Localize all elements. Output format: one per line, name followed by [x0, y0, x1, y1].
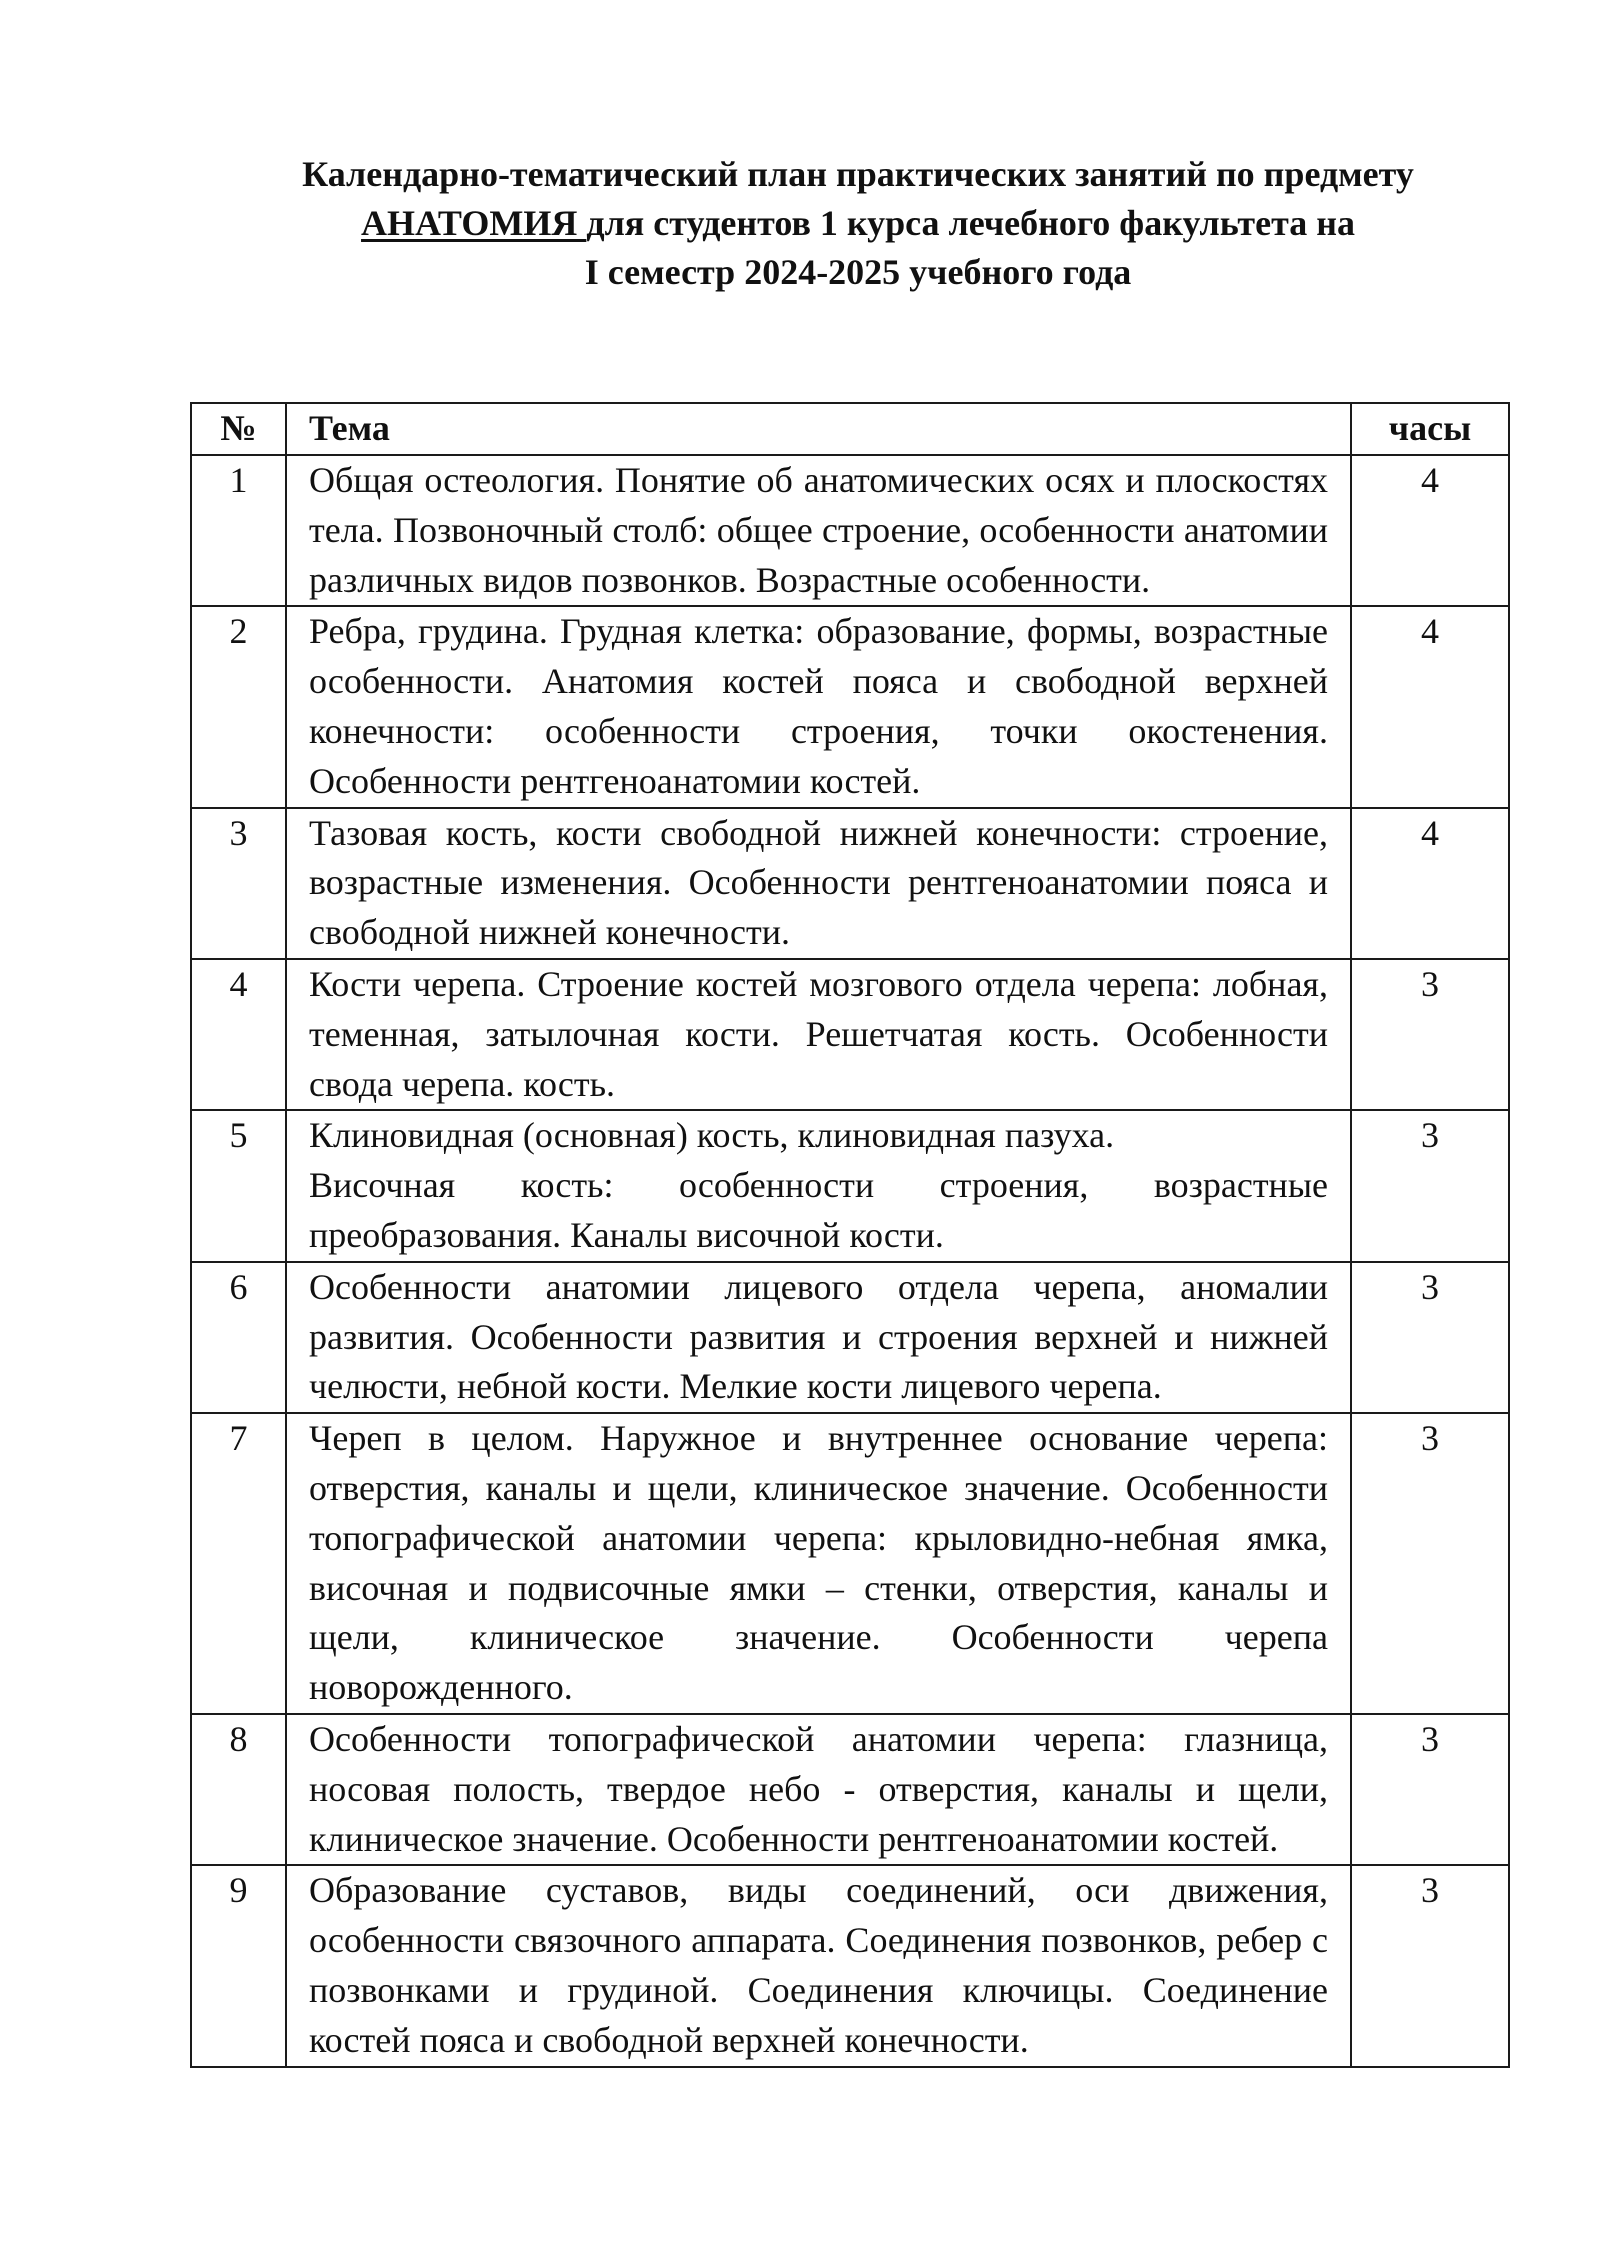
topic-paragraph: Клиновидная (основная) кость, клиновидная пазуха. [309, 1115, 1115, 1156]
row-hours: 4 [1351, 606, 1509, 807]
title-line-3: I семестр 2024-2025 учебного года [584, 252, 1132, 292]
row-number: 1 [191, 455, 286, 606]
row-topic [286, 1262, 1351, 1413]
document-title [0, 150, 1600, 297]
table-row [191, 959, 1509, 1110]
row-hours: 3 [1351, 1262, 1509, 1413]
table-row [191, 606, 1509, 807]
title-line-2 [0, 199, 1600, 248]
plan-table [190, 402, 1510, 2068]
topic-paragraph: Ребра, грудина. Грудная клетка: образование, формы, возрастные особенности. Анатомия костей пояса и свободной верхней конечности: особенности строения, точки окостенения. Особенности рентгеноанатомии костей. [309, 611, 1328, 801]
title-line-2-rest: для студентов 1 курса лечебного факультета на [586, 203, 1355, 243]
row-topic [286, 808, 1351, 959]
table-row [191, 1865, 1509, 2066]
topic-paragraph: Образование суставов, виды соединений, оси движения, особенности связочного аппарата. Соединения позвонков, ребер с позвонками и грудиной. Соединения ключицы. Соединение костей пояса и свободной верхней конечности. [309, 1870, 1328, 2060]
topic-paragraph: Особенности топографической анатомии черепа: глазница, носовая полость, твердое небо - отверстия, каналы и щели, клиническое значение. Особенности рентгеноанатомии костей. [309, 1718, 1328, 1859]
table-row [191, 455, 1509, 606]
table-header-row [191, 403, 1509, 455]
table-row [191, 1110, 1509, 1261]
topic-paragraph: Височная кость: особенности строения, возрастные преобразования. Каналы височной кости. [309, 1165, 1328, 1255]
table-row [191, 1262, 1509, 1413]
row-topic [286, 606, 1351, 807]
header-number: № [191, 403, 286, 455]
row-hours: 3 [1351, 1413, 1509, 1714]
row-number: 3 [191, 808, 286, 959]
row-hours: 3 [1351, 1714, 1509, 1865]
table-row [191, 1413, 1509, 1714]
row-hours: 3 [1351, 1110, 1509, 1261]
row-topic [286, 1714, 1351, 1865]
subject-name: АНАТОМИЯ [361, 203, 587, 243]
title-line-1: Календарно-тематический план практических занятий по предмету [302, 154, 1414, 194]
topic-paragraph: Тазовая кость, кости свободной нижней конечности: строение, возрастные изменения. Особенности рентгеноанатомии пояса и свободной нижней конечности. [309, 812, 1328, 953]
row-number: 4 [191, 959, 286, 1110]
header-topic: Тема [286, 403, 1351, 455]
row-topic [286, 959, 1351, 1110]
row-hours: 4 [1351, 808, 1509, 959]
topic-paragraph: Особенности анатомии лицевого отдела черепа, аномалии развития. Особенности развития и строения верхней и нижней челюсти, небной кости. Мелкие кости лицевого черепа. [309, 1266, 1328, 1407]
topic-paragraph: Общая остеология. Понятие об анатомических осях и плоскостях тела. Позвоночный столб: общее строение, особенности анатомии различных видов позвонков. Возрастные особенности. [309, 460, 1328, 600]
row-topic [286, 455, 1351, 606]
table-row [191, 808, 1509, 959]
topic-paragraph: Кости черепа. Строение костей мозгового отдела черепа: лобная, теменная, затылочная кости. Решетчатая кость. Особенности свода черепа. кость. [309, 963, 1328, 1104]
row-number: 2 [191, 606, 286, 807]
row-number: 5 [191, 1110, 286, 1261]
row-number: 6 [191, 1262, 286, 1413]
row-hours: 3 [1351, 1865, 1509, 2066]
row-number: 7 [191, 1413, 286, 1714]
row-topic [286, 1413, 1351, 1714]
row-number: 8 [191, 1714, 286, 1865]
row-topic [286, 1865, 1351, 2066]
row-number: 9 [191, 1865, 286, 2066]
header-hours: часы [1351, 403, 1509, 455]
row-hours: 3 [1351, 959, 1509, 1110]
table-row [191, 1714, 1509, 1865]
topic-paragraph: Череп в целом. Наружное и внутреннее основание черепа: отверстия, каналы и щели, клиническое значение. Особенности топографической анатомии черепа: крыловидно-небная ямка, височная и подвисочные ямки – стенки, отверстия, каналы и щели, клиническое значение. Особенности черепа новорожденного. [309, 1418, 1328, 1708]
row-hours: 4 [1351, 455, 1509, 606]
row-topic [286, 1110, 1351, 1261]
